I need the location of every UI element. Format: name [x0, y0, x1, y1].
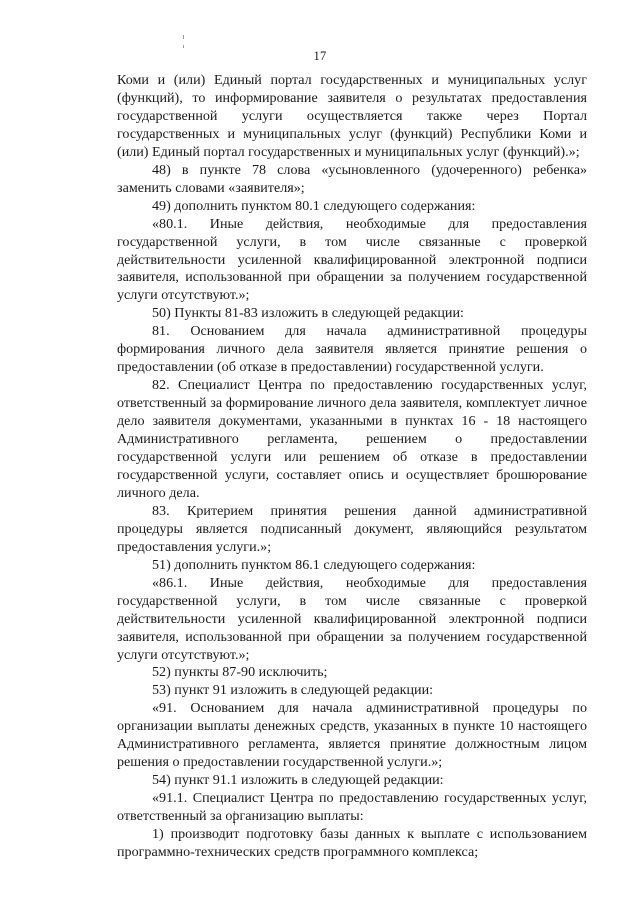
page-number: 17 [313, 49, 327, 63]
scan-mark [183, 35, 184, 39]
paragraph: Коми и (или) Единый портал государственных и муниципальных услуг (функций), то информирование заявителя о результатах предоставления государственной услуги осуществляется также через Портал государственных и муниципальных услуг (функций) Республики Коми и (или) Единый портал государственных и муниципальных услуг (функций).»; [117, 72, 587, 160]
paragraph: 48) в пункте 78 слова «усыновленного (удочеренного) ребенка» заменить словами «заявителя»; [117, 161, 587, 196]
scan-mark [183, 45, 184, 48]
paragraph: 82. Специалист Центра по предоставлению государственных услуг, ответственный за формирование личного дела заявителя, комплектует личное дело заявителя документами, указанными в пунктах 16 - 18 настоящего Административного регламента, решением о предоставлении государственной услуги или решением об отказе в предоставлении государственной услуги, составляет опись и осуществляет брошюрование личного дела. [117, 377, 587, 501]
paragraph: 52) пункты 87-90 исключить; [152, 664, 328, 681]
paragraph: 50) Пункты 81-83 изложить в следующей редакции: [152, 305, 464, 322]
paragraph: «86.1. Иные действия, необходимые для предоставления государственной услуги, в том числе связанные с проверкой действительности усиленной квалифицированной электронной подписи заявителя, использованной при обращении за получением государственной услуги отсутствуют.»; [117, 574, 587, 663]
document-body [117, 72, 587, 862]
paragraph: 49) дополнить пунктом 80.1 следующего содержания: [152, 197, 476, 214]
paragraph: 1) производит подготовку базы данных к выплате с использованием программно-технических средств программного комплекса; [117, 826, 587, 860]
paragraph: 53) пункт 91 изложить в следующей редакции: [152, 682, 434, 699]
paragraph: 83. Критерием принятия решения данной административной процедуры является подписанный документ, являющийся результатом предоставления услуги.»; [117, 502, 587, 555]
paragraph: 54) пункт 91.1 изложить в следующей редакции: [152, 772, 444, 789]
paragraph: 51) дополнить пунктом 86.1 следующего содержания: [152, 556, 476, 573]
paragraph: «80.1. Иные действия, необходимые для предоставления государственной услуги, в том числе связанные с проверкой действительности усиленной квалифицированной электронной подписи заявителя, использованной при обращении за получением государственной услуги отсутствуют.»; [117, 215, 587, 304]
paragraph: «91. Основанием для начала административной процедуры по организации выплаты денежных средств, указанных в пункте 10 настоящего Административного регламента, является принятие должностным лицом решения о предоставлении государственной услуги.»; [117, 700, 587, 771]
paragraph: «91.1. Специалист Центра по предоставлению государственных услуг, ответственный за организацию выплаты: [117, 790, 587, 825]
paragraph: 81. Основанием для начала административной процедуры формирования личного дела заявителя является принятие решения о предоставлении (об отказе в предоставлении) государственной услуги. [117, 323, 587, 376]
